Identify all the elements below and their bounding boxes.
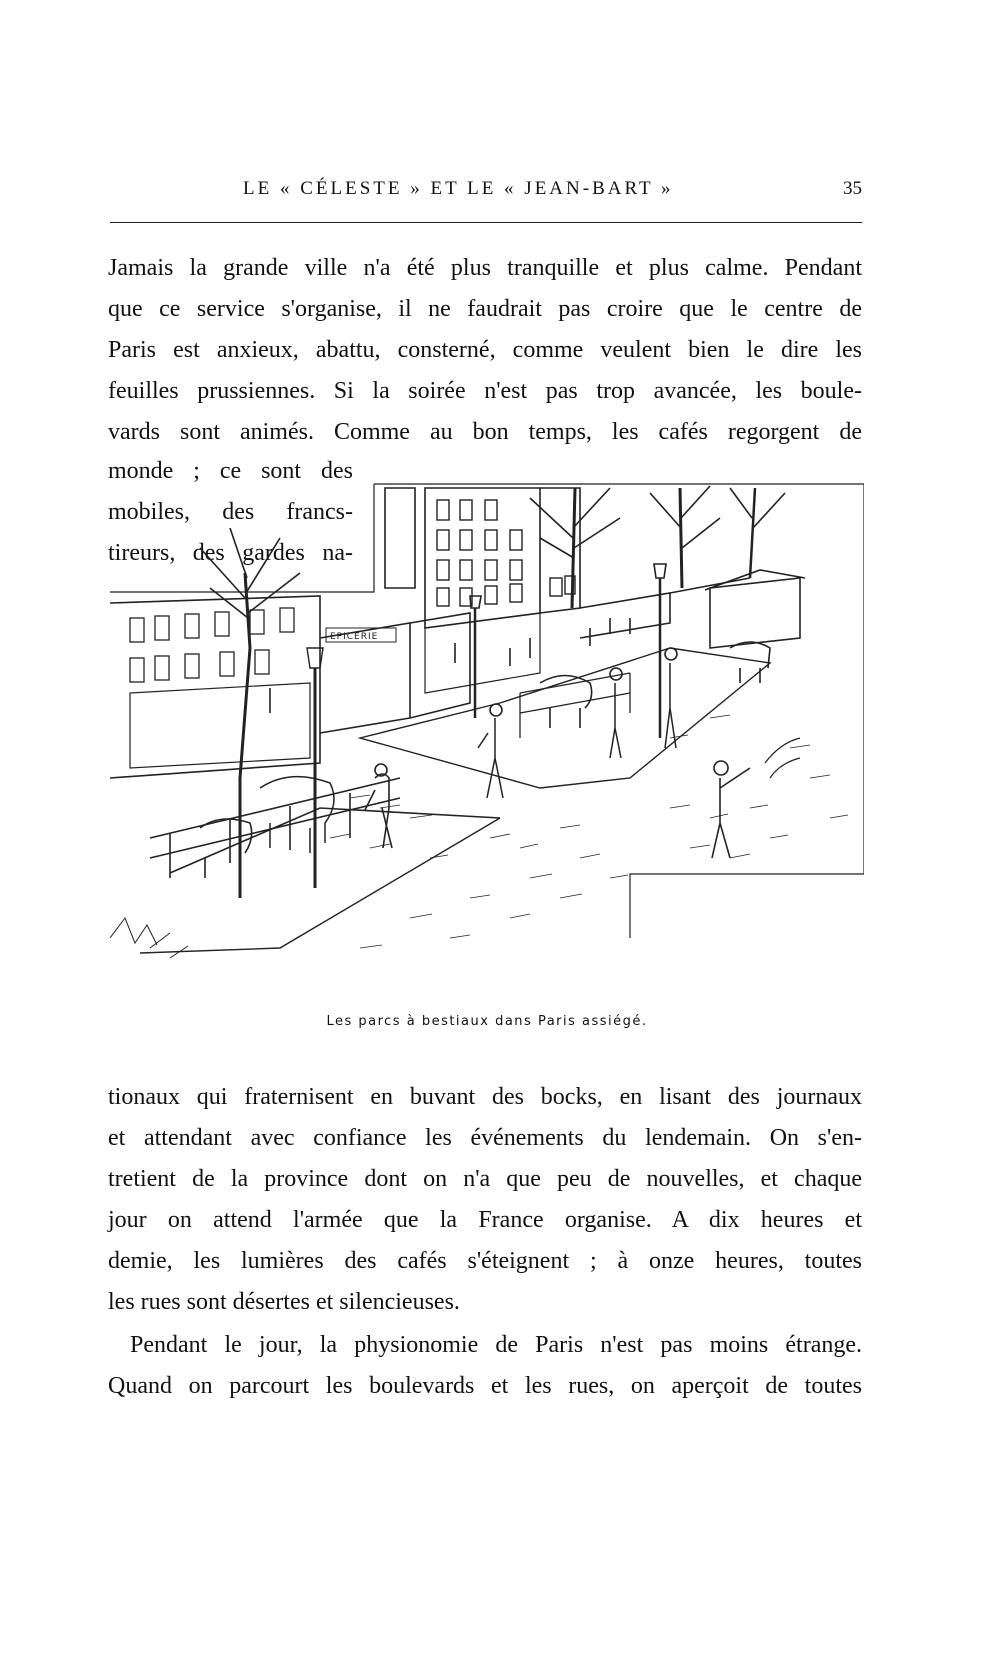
page-number: 35 bbox=[843, 178, 862, 199]
text-line: Paris est anxieux, abattu, consterné, comme veulent bien le dire les bbox=[108, 337, 862, 363]
text-line: tretient de la province dont on n'a que peu de nouvelles, et chaque bbox=[108, 1166, 862, 1192]
wrap-text-line: tireurs, des gardes na- bbox=[108, 540, 353, 566]
text-line: demie, les lumières des cafés s'éteignent ; à onze heures, toutes bbox=[108, 1248, 862, 1274]
text-line: que ce service s'organise, il ne faudrait pas croire que le centre de bbox=[108, 296, 862, 322]
text-line: feuilles prussiennes. Si la soirée n'est pas trop avancée, les boule- bbox=[108, 378, 862, 404]
text-line: vards sont animés. Comme au bon temps, les cafés regorgent de bbox=[108, 419, 862, 445]
header-rule bbox=[110, 222, 862, 223]
text-line: Quand on parcourt les boulevards et les rues, on aperçoit de toutes bbox=[108, 1373, 862, 1399]
text-line: et attendant avec confiance les événements du lendemain. On s'en- bbox=[108, 1125, 862, 1151]
running-title: LE « CÉLESTE » ET LE « JEAN-BART » bbox=[243, 178, 674, 199]
text-line: les rues sont désertes et silencieuses. bbox=[108, 1289, 460, 1315]
text-line: Pendant le jour, la physionomie de Paris n'est pas moins étrange. bbox=[130, 1332, 862, 1358]
svg-text:EPICERIE: EPICERIE bbox=[330, 632, 379, 642]
running-header bbox=[110, 178, 862, 208]
wrap-text-line: monde ; ce sont des bbox=[108, 458, 353, 484]
wrap-text-line: mobiles, des francs- bbox=[108, 499, 353, 525]
text-line: jour on attend l'armée que la France organise. A dix heures et bbox=[108, 1207, 862, 1233]
figure-caption: Les parcs à bestiaux dans Paris assiégé. bbox=[326, 1014, 648, 1029]
text-line: tionaux qui fraternisent en buvant des bocks, en lisant des journaux bbox=[108, 1084, 862, 1110]
text-line: Jamais la grande ville n'a été plus tranquille et plus calme. Pendant bbox=[108, 255, 862, 281]
street-scene-illustration bbox=[110, 478, 864, 996]
